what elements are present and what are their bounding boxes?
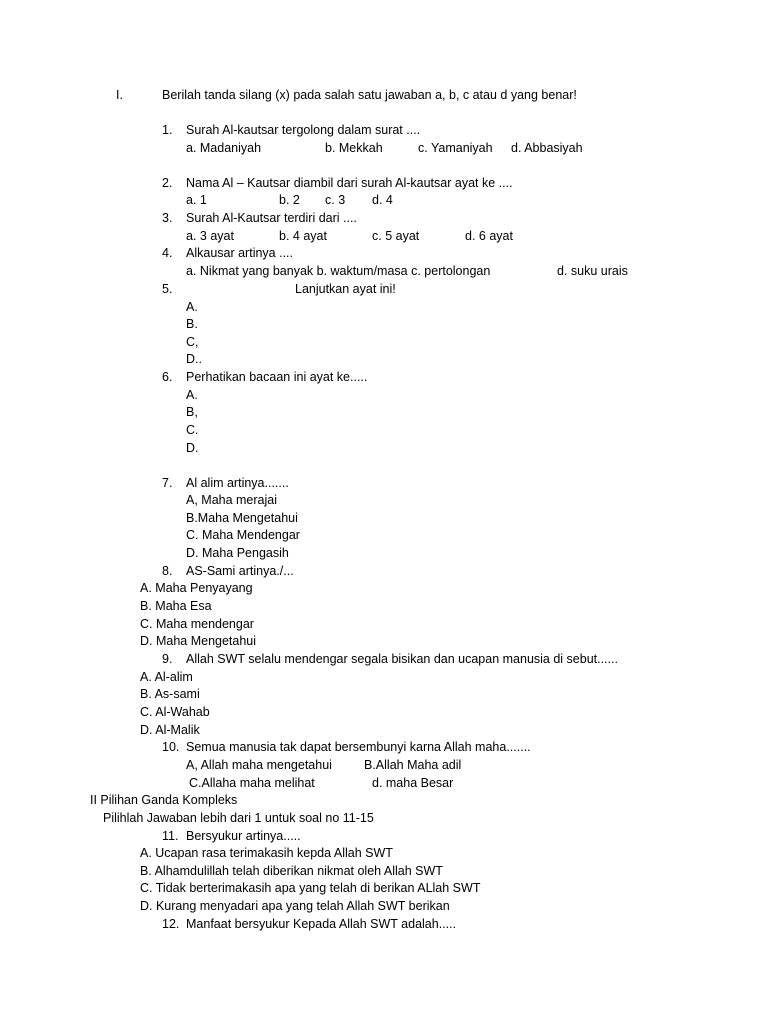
option-c: c. 3 bbox=[325, 193, 346, 207]
option-d: d. Abbasiyah bbox=[511, 141, 583, 155]
section1-number: I. bbox=[116, 88, 123, 102]
question-number: 11. bbox=[162, 829, 179, 843]
option-a: A. Ucapan rasa terimakasih kepda Allah SWT bbox=[140, 846, 393, 860]
option-d: D. Al-Malik bbox=[140, 723, 200, 737]
option-d: D. Maha Pengasih bbox=[186, 546, 289, 560]
question-text: Surah Al-Kautsar terdiri dari .... bbox=[186, 211, 357, 225]
option-a: A, Allah maha mengetahui bbox=[186, 758, 332, 772]
question-text: Semua manusia tak dapat bersembunyi karna Allah maha....... bbox=[186, 740, 531, 754]
question-text: Perhatikan bacaan ini ayat ke..... bbox=[186, 370, 368, 384]
option-d: d. 6 ayat bbox=[465, 229, 513, 243]
question-text: AS-Sami artinya./... bbox=[186, 564, 294, 578]
question-number: 1. bbox=[162, 123, 173, 137]
option-c: C. Maha mendengar bbox=[140, 617, 254, 631]
option-d: D. Maha Mengetahui bbox=[140, 634, 257, 648]
option-a: a. 1 bbox=[186, 193, 207, 207]
option-a: a. Madaniyah bbox=[186, 141, 262, 155]
question-text: Alkausar artinya .... bbox=[186, 246, 293, 260]
question-text: Al alim artinya....... bbox=[186, 476, 289, 490]
question-number: 7. bbox=[162, 476, 173, 490]
option-c: c. 5 ayat bbox=[372, 229, 420, 243]
option-a: a. 3 ayat bbox=[186, 229, 234, 243]
option-b: B, bbox=[186, 405, 198, 419]
option-c: C.Allaha maha melihat bbox=[189, 776, 315, 790]
option-c: C. Tidak berterimakasih apa yang telah di berikan ALlah SWT bbox=[140, 881, 481, 895]
question-number: 5. bbox=[162, 282, 173, 296]
question-text: Surah Al-kautsar tergolong dalam surat .... bbox=[186, 123, 421, 137]
option-b: B. Alhamdulillah telah diberikan nikmat oleh Allah SWT bbox=[140, 864, 443, 878]
option-b: B. bbox=[186, 317, 198, 331]
question-number: 3. bbox=[162, 211, 173, 225]
option-d: d. maha Besar bbox=[372, 776, 454, 790]
option-d: D.. bbox=[186, 352, 202, 366]
option-c: C. Maha Mendengar bbox=[186, 528, 300, 542]
section1-instruction: Berilah tanda silang (x) pada salah satu jawaban a, b, c atau d yang benar! bbox=[162, 88, 577, 102]
option-b: b. 2 bbox=[279, 193, 300, 207]
question-number: 12. bbox=[162, 917, 180, 931]
question-number: 2. bbox=[162, 176, 173, 190]
section2-instruction: Pilihlah Jawaban lebih dari 1 untuk soal no 11-15 bbox=[103, 811, 374, 825]
question-number: 8. bbox=[162, 564, 173, 578]
option-c: C, bbox=[186, 335, 199, 349]
option-b: b. 4 ayat bbox=[279, 229, 327, 243]
question-number: 10. bbox=[162, 740, 180, 754]
option-a: A. Maha Penyayang bbox=[140, 581, 253, 595]
option-d: D. bbox=[186, 441, 199, 455]
option-b: B. Maha Esa bbox=[140, 599, 212, 613]
option-d: d. 4 bbox=[372, 193, 393, 207]
question-text: Bersyukur artinya..... bbox=[186, 829, 301, 843]
option-a: A. bbox=[186, 388, 198, 402]
option-b: B.Allah Maha adil bbox=[364, 758, 462, 772]
question-text: Allah SWT selalu mendengar segala bisikan dan ucapan manusia di sebut...... bbox=[186, 652, 618, 666]
question-text: Lanjutkan ayat ini! bbox=[295, 282, 396, 296]
option-b: b. Mekkah bbox=[325, 141, 383, 155]
option-c: c. Yamaniyah bbox=[418, 141, 493, 155]
option-c: C. Al-Wahab bbox=[140, 705, 210, 719]
section2-title: II Pilihan Ganda Kompleks bbox=[90, 793, 238, 807]
option-b: B.Maha Mengetahui bbox=[186, 511, 298, 525]
option-d: d. suku urais bbox=[557, 264, 628, 278]
question-number: 9. bbox=[162, 652, 173, 666]
question-number: 6. bbox=[162, 370, 173, 384]
option-a: A, Maha merajai bbox=[186, 493, 278, 507]
option-b: B. As-sami bbox=[140, 687, 200, 701]
option-c: C. bbox=[186, 423, 199, 437]
option-d: D. Kurang menyadari apa yang telah Allah SWT berikan bbox=[140, 899, 450, 913]
question-text: Manfaat bersyukur Kepada Allah SWT adalah..... bbox=[186, 917, 457, 931]
question-text: Nama Al – Kautsar diambil dari surah Al-kautsar ayat ke .... bbox=[186, 176, 513, 190]
options-a-to-c: a. Nikmat yang banyak b. waktum/masa c. pertolongan bbox=[186, 264, 491, 278]
option-a: A. Al-alim bbox=[140, 670, 193, 684]
question-number: 4. bbox=[162, 246, 173, 260]
option-a: A. bbox=[186, 300, 198, 314]
